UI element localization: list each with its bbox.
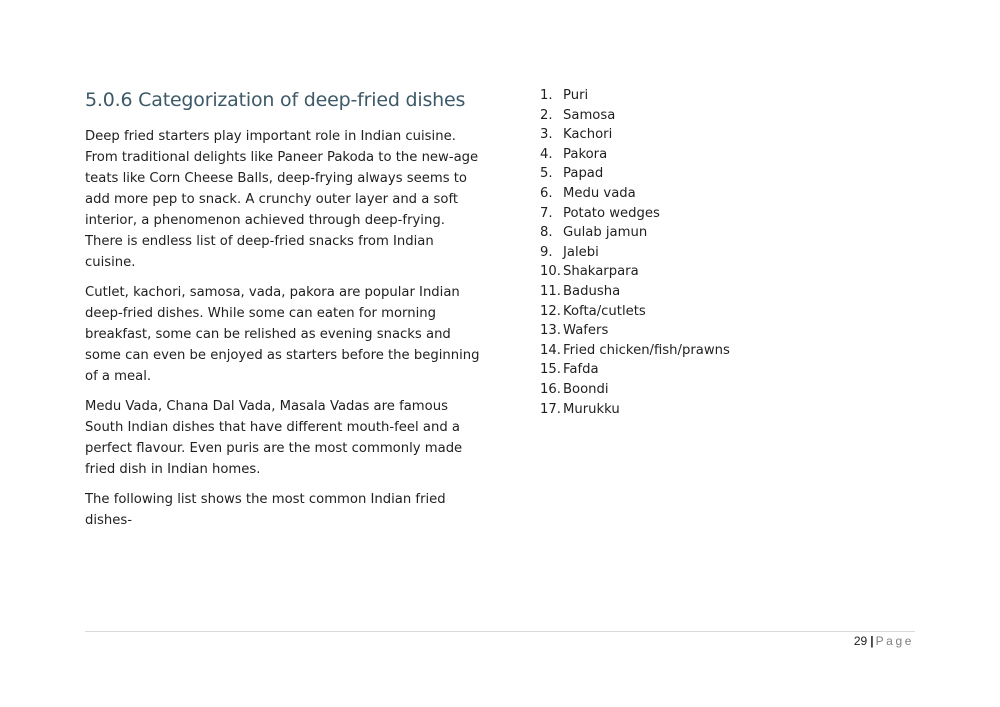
list-label: Wafers <box>563 323 609 339</box>
list-number: 12. <box>540 303 561 319</box>
list-item <box>540 321 840 341</box>
list-number: 17. <box>540 401 561 417</box>
list-label: Potato wedges <box>563 205 660 221</box>
list-label: Puri <box>563 88 589 103</box>
list-item <box>540 302 840 322</box>
list-number: 7. <box>540 205 553 221</box>
list-number: 2. <box>540 107 553 123</box>
page-number: 29 <box>853 634 868 648</box>
list-item <box>540 145 840 165</box>
list-label: Kofta/cutlets <box>563 303 646 319</box>
section-column <box>85 86 485 540</box>
list-item <box>540 341 840 361</box>
list-label: Badusha <box>563 283 621 299</box>
dish-list-column <box>540 86 840 419</box>
footer-separator: | <box>870 634 874 648</box>
paragraph-popular-dishes: Cutlet, kachori, samosa, vada, pakora are popular Indian deep-fried dishes. While some can eaten for morning breakfast, some can be relished as evening snacks and some can even be enjoyed as starters before the beginning of a meal. <box>85 285 480 384</box>
list-number: 4. <box>540 146 553 162</box>
list-label: Pakora <box>563 146 608 162</box>
list-item <box>540 164 840 184</box>
list-number: 3. <box>540 127 553 143</box>
list-label: Fried chicken/fish/prawns <box>563 342 730 358</box>
list-label: Gulab jamun <box>563 225 648 241</box>
list-label: Jalebi <box>563 244 599 260</box>
list-number: 14. <box>540 342 561 358</box>
list-number: 9. <box>540 244 553 260</box>
list-label: Samosa <box>563 107 616 123</box>
list-number: 11. <box>540 283 561 299</box>
paragraph-intro: Deep fried starters play important role in Indian cuisine. From traditional delights like Paneer Pakoda to the new-age teats like Corn Cheese Balls, deep-frying always seems to add more pep to snack. A crunchy outer layer and a soft interior, a phenomenon achieved through deep-frying. There is endless list of deep-fried snacks from Indian cuisine. <box>85 129 479 270</box>
list-item <box>540 106 840 126</box>
list-label: Fafda <box>563 362 599 378</box>
list-label: Murukku <box>563 401 620 417</box>
list-label: Boondi <box>563 381 609 397</box>
list-label: Medu vada <box>563 185 636 201</box>
list-number: 1. <box>540 88 553 103</box>
list-item <box>540 204 840 224</box>
page-footer <box>854 633 914 649</box>
list-number: 16. <box>540 381 561 397</box>
list-item <box>540 243 840 263</box>
list-item <box>540 380 840 400</box>
list-item <box>540 86 840 106</box>
list-item <box>540 262 840 282</box>
fried-dish-list <box>540 86 840 419</box>
section-heading: 5.0.6 Categorization of deep-fried dishes <box>85 89 466 111</box>
list-item <box>540 125 840 145</box>
list-label: Kachori <box>563 127 613 143</box>
list-item <box>540 282 840 302</box>
list-item <box>540 223 840 243</box>
paragraph-south-indian: Medu Vada, Chana Dal Vada, Masala Vadas are famous South Indian dishes that have different mouth-feel and a perfect flavour. Even puris are the most commonly made fried dish in Indian homes. <box>85 399 463 477</box>
list-item <box>540 360 840 380</box>
footer-divider <box>85 631 915 632</box>
list-item <box>540 184 840 204</box>
list-label: Papad <box>563 166 604 182</box>
list-number: 10. <box>540 264 561 280</box>
list-number: 15. <box>540 362 561 378</box>
paragraph-list-intro: The following list shows the most common Indian fried dishes- <box>85 492 446 528</box>
list-number: 13. <box>540 323 561 339</box>
list-number: 6. <box>540 185 553 201</box>
list-item <box>540 400 840 420</box>
page-label: Page <box>875 634 914 648</box>
list-number: 8. <box>540 225 553 241</box>
list-number: 5. <box>540 166 553 182</box>
list-label: Shakarpara <box>563 264 639 280</box>
